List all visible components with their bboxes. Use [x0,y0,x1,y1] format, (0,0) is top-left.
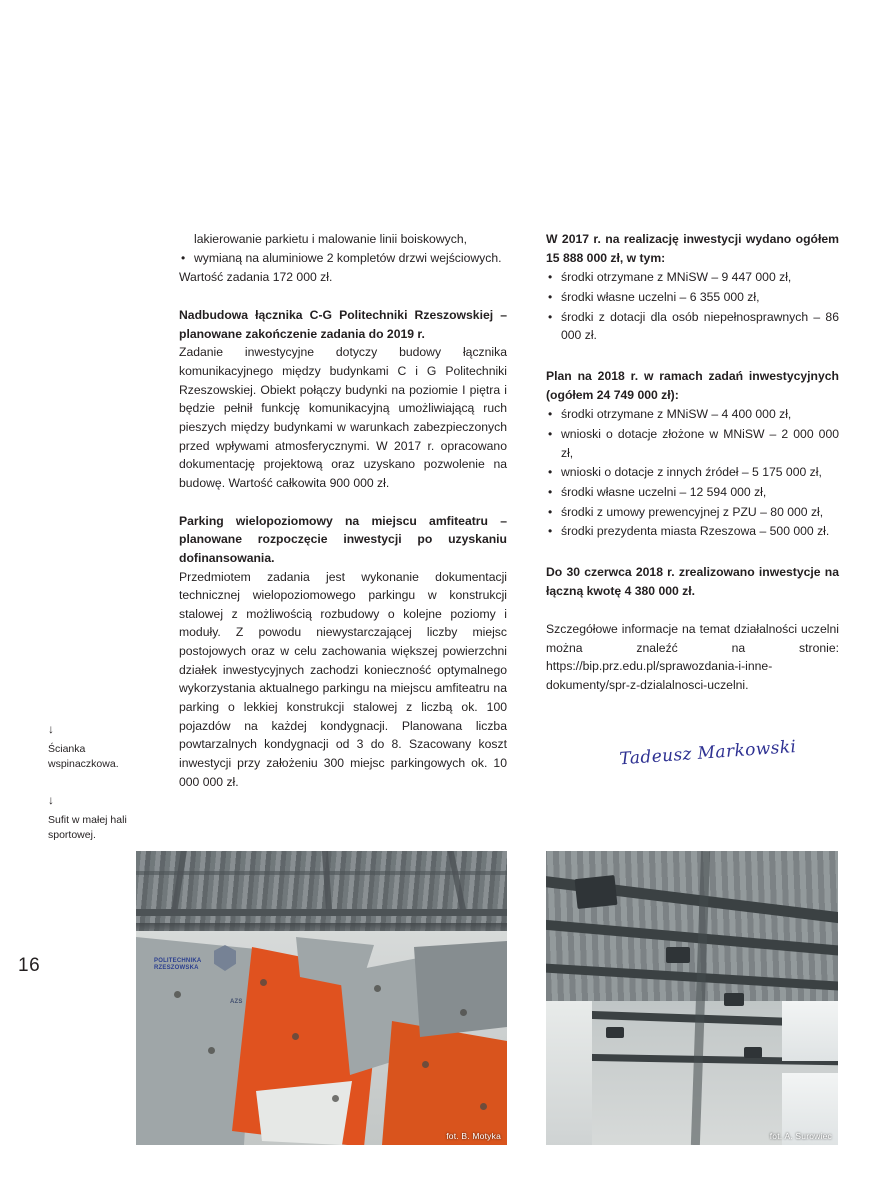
list-item: • środki z umowy prewencyjnej z PZU – 80 000 zł, [546,503,839,522]
photo-credit: fot. A. Surowiec [769,1131,832,1141]
down-arrow-icon: ↓ [48,722,54,736]
section-body-nadbudowa: Zadanie inwestycyjne dotyczy budowy łącznika komunikacyjnego między budynkami C i G Politechniki Rzeszowskiej. Obiekt połączy budynki na poziomie I piętra i będzie pełnił funkcję komunikacyjną umożliwiającą ruch pieszych między budynkami w warunkach zabezpieczonych przed wpływami atmosferycznymi. W 2017 r. opracowano dokumentację projektową oraz uzyskano pozwolenie na budowę. Wartość całkowita 900 000 zł. [179,345,507,490]
sponsor-logo: AZS [230,999,243,1005]
wall-left [546,1001,592,1145]
climbing-hold [332,1095,339,1102]
climbing-hold [260,979,267,986]
list-item: • wymianą na aluminiowe 2 kompletów drzwi wejściowych. [179,249,507,268]
photo-hall-ceiling [546,851,838,1145]
margin-note-text: Sufit w małej hali sportowej. [48,813,127,841]
wall-panel-light [256,1081,352,1145]
left-bullet-list [179,249,507,268]
list-item: • środki otrzymane z MNiSW – 4 400 000 zł, [546,405,839,424]
ceiling-lamp [724,993,744,1006]
margin-note-text: Ścianka wspinaczkowa. [48,743,119,770]
section-body-parking: Przedmiotem zadania jest wykonanie dokumentacji technicznej wielopoziomowego parkingu w konstrukcji stalowej z możliwością rozbudowy o kolejne poziomy i moduły. Z powodu niewystarczającej liczby miejsc postojowych oraz w celu zachowania większej powierzchni działek inwestycyjnych zachodzi konieczność optymalnego wykorzystania aktualnego parkingu na miejscu amfiteatru na parking o lekkiej konstrukcji stalowej z liczbą ok. 100 pojazdów na każdej kondygnacji. Planowana liczba powtarzalnych kondygnacji od 3 do 8. Szacowany koszt inwestycji przy założeniu 300 miejsc parkingowych ok. 10 000 000 zł. [179,569,507,789]
university-logo: POLITECHNIKA RZESZOWSKA [154,958,202,971]
photo-credit: fot. B. Motyka [446,1131,501,1141]
list-item: • środki prezydenta miasta Rzeszowa – 500 000 zł. [546,522,839,541]
list-item: • środki własne uczelni – 12 594 000 zł, [546,483,839,502]
left-text-column [179,230,507,791]
page-number: 16 [18,955,41,976]
value-line: Wartość zadania 172 000 zł. [179,270,333,285]
section-heading-nadbudowa: Nadbudowa łącznika C-G Politechniki Rzeszowskiej – planowane zakończenie zadania do 2019 r. [179,307,507,341]
climbing-hold [208,1047,215,1054]
photo-climbing-wall [136,851,507,1145]
list-plan-2018 [546,405,839,541]
section-heading-parking: Parking wielopoziomowy na miejscu amfiteatru – planowane rozpoczęcie inwestycji po uzyskaniu dofinansowania. [179,513,507,565]
list-item: • środki własne uczelni – 6 355 000 zł, [546,288,839,307]
climbing-hold [374,985,381,992]
window [782,1001,838,1061]
wall-panel-orange [382,1021,507,1145]
ceiling-lamp [744,1047,762,1058]
wall-panel-gray [414,941,507,1037]
continued-list-item: lakierowanie parkietu i malowanie linii boiskowych, [194,232,467,246]
ceiling-beam [136,909,507,916]
ceiling-lamp [606,1027,624,1038]
closing-paragraph: Szczegółowe informacje na temat działalności uczelni można znaleźć na stronie: https://bip.prz.edu.pl/sprawozdania-i-inne-dokumenty/spr-z-dzialalnosci-uczelni. [546,622,839,693]
margin-note-climbing-wall [48,723,158,772]
climbing-hold [292,1033,299,1040]
list-item: • wnioski o dotacje z innych źródeł – 5 175 000 zł, [546,463,839,482]
heading-plan-2018: Plan na 2018 r. w ramach zadań inwestycyjnych (ogółem 24 749 000 zł): [546,368,839,402]
ceiling-lamp [666,947,690,963]
list-item: • środki z dotacji dla osób niepełnosprawnych – 86 000 zł. [546,308,839,345]
margin-notes [48,723,158,865]
margin-note-ceiling [48,794,158,843]
list-item: • środki otrzymane z MNiSW – 9 447 000 zł, [546,268,839,287]
heading-realizacja-2018: Do 30 czerwca 2018 r. zrealizowano inwestycje na łączną kwotę 4 380 000 zł. [546,564,839,598]
heading-wydatki-2017: W 2017 r. na realizację inwestycji wydano ogółem 15 888 000 zł, w tym: [546,232,839,265]
list-item: • wnioski o dotacje złożone w MNiSW – 2 000 000 zł, [546,425,839,462]
down-arrow-icon: ↓ [48,792,54,807]
right-text-column [546,230,839,695]
climbing-hold [422,1061,429,1068]
climbing-hold [460,1009,467,1016]
climbing-hold [480,1103,487,1110]
list-wydatki-2017 [546,268,839,345]
floodlight [575,875,618,909]
climbing-hold [174,991,181,998]
signature: Tadeusz Markowski [618,737,797,770]
